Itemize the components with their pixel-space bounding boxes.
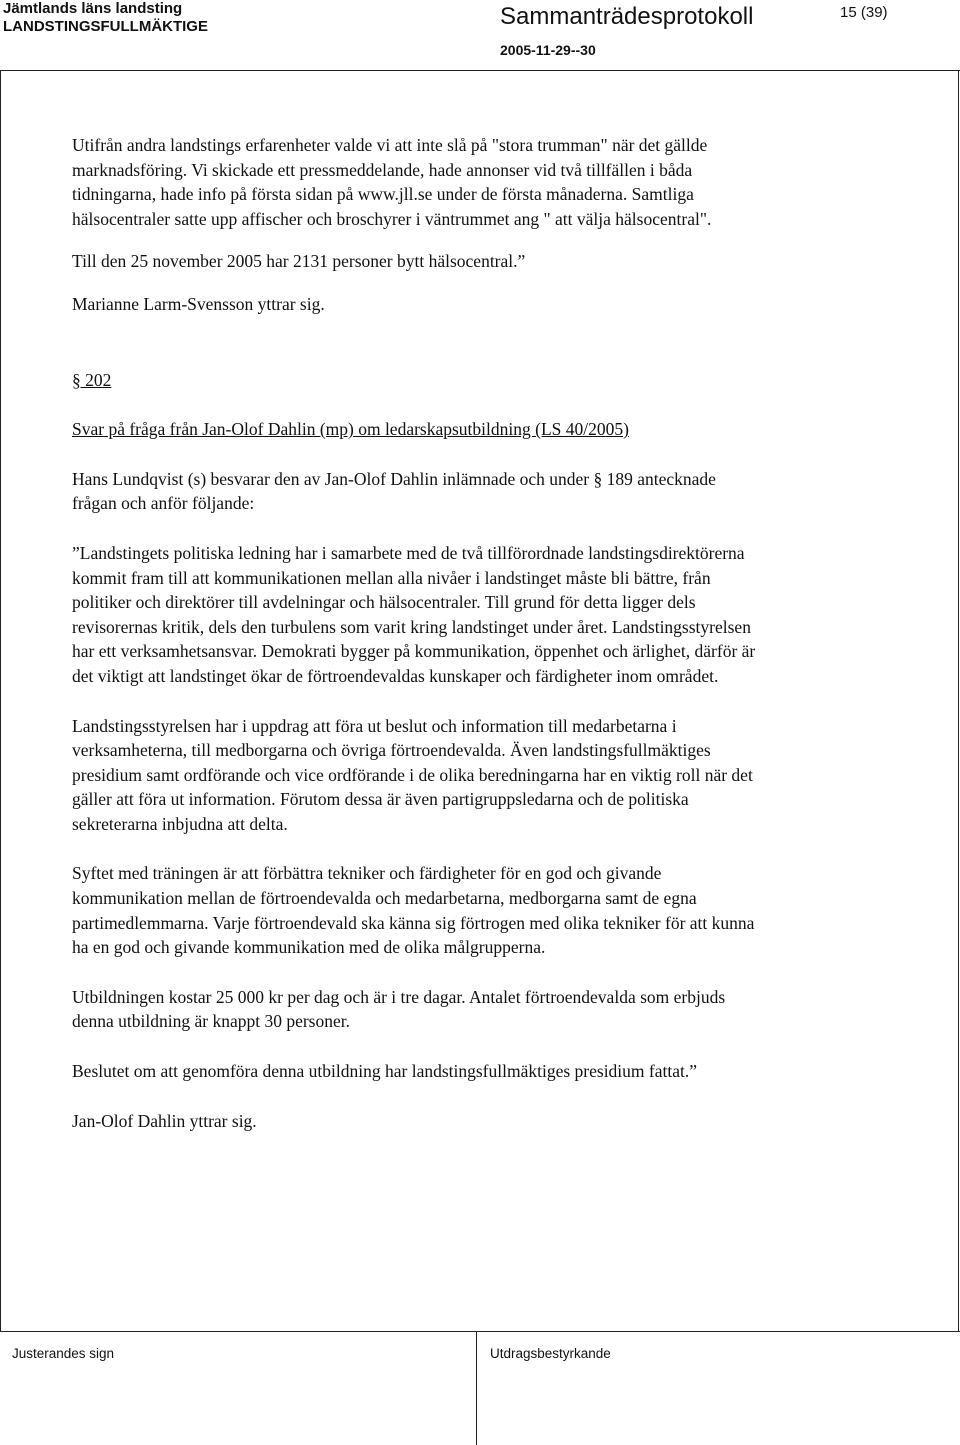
organization-line-2: LANDSTINGSFULLMÄKTIGE	[3, 18, 208, 35]
paragraph-leadership: ”Landstingets politiska ledning har i samarbete med de två tillförordnade landstingsdirektörerna kommit fram till att kommunikationen mellan alla nivåer i landstinget måste bli bättre, från politiker och direktörer till avdelningar och hälsocentraler. Till grund för detta ligger dels revisorernas kritik, dels den turbulens som varit kring landstinget under året. Landstingsstyrelsen har ett verksamhetsansvar. Demokrati bygger på kommunikation, öppenhet och ärlighet, därför är det viktigt att landstinget ökar de förtroendevaldas kunskaper och färdigheter inom området.	[72, 542, 756, 686]
section-number: § 202	[72, 369, 112, 390]
paragraph-closing-speaker: Jan-Olof Dahlin yttrar sig.	[72, 1110, 257, 1131]
protocol-body	[72, 133, 932, 1133]
footer-divider	[0, 1331, 960, 1332]
paragraph-decision: Beslutet om att genomföra denna utbildning har landstingsfullmäktiges presidium fattat.”	[72, 1061, 698, 1082]
organization-name	[3, 0, 208, 36]
paragraph-cost: Utbildningen kostar 25 000 kr per dag och är i tre dagar. Antalet förtroendevalda som erbjuds denna utbildning är knappt 30 personer.	[72, 986, 726, 1032]
footer-column-divider	[476, 1331, 477, 1445]
right-margin-line	[958, 70, 959, 1332]
left-margin-line	[0, 70, 1, 1332]
page-number: 15 (39)	[840, 4, 888, 21]
organization-line-1: Jämtlands läns landsting	[3, 0, 183, 17]
footer-justerandes-sign: Justerandes sign	[12, 1346, 115, 1361]
paragraph-purpose: Syftet med träningen är att förbättra tekniker och färdigheter för en god och givande kommunikation mellan de förtroendevalda och medarbetarna, medborgarna samt de egna partimedlemmarna. Varje förtroendevald ska känna sig förtrogen med olika tekniker för att kunna ha en god och givande kommunikation med de olika målgrupperna.	[72, 863, 755, 958]
paragraph-answer-intro: Hans Lundqvist (s) besvarar den av Jan-Olof Dahlin inlämnade och under § 189 antecknade frågan och anför följande:	[72, 468, 716, 514]
paragraph-marketing: Utifrån andra landstings erfarenheter valde vi att inte slå på "stora trumman" när det gällde marknadsföring. Vi skickade ett pressmeddelande, hade annonser vid två tillfällen i båda tidningarna, hade info på första sidan på www.jll.se under de första månaderna. Samtliga hälsocentraler satte upp affischer och broschyrer i väntrummet ang " att välja hälsocentral".	[72, 135, 712, 229]
paragraph-statistics: Till den 25 november 2005 har 2131 personer bytt hälsocentral.”	[72, 251, 526, 272]
paragraph-speaker: Marianne Larm-Svensson yttrar sig.	[72, 293, 325, 314]
header-divider	[0, 70, 960, 71]
document-title: Sammanträdesprotokoll	[500, 3, 754, 30]
section-heading: Svar på fråga från Jan-Olof Dahlin (mp) om ledarskapsutbildning (LS 40/2005)	[72, 419, 629, 440]
footer-utdragsbestyrkande: Utdragsbestyrkande	[490, 1346, 611, 1361]
paragraph-assignment: Landstingsstyrelsen har i uppdrag att föra ut beslut och information till medarbetarna i verksamheterna, till medborgarna och övriga förtroendevalda. Även landstingsfullmäktiges presidium samt ordförande och vice ordförande i de olika beredningarna har en viktig roll när det gäller att föra ut information. Förutom dessa är även partigruppsledarna och de politiska sekreterarna inbjudna att delta.	[72, 715, 753, 834]
meeting-date: 2005-11-29--30	[500, 42, 596, 58]
